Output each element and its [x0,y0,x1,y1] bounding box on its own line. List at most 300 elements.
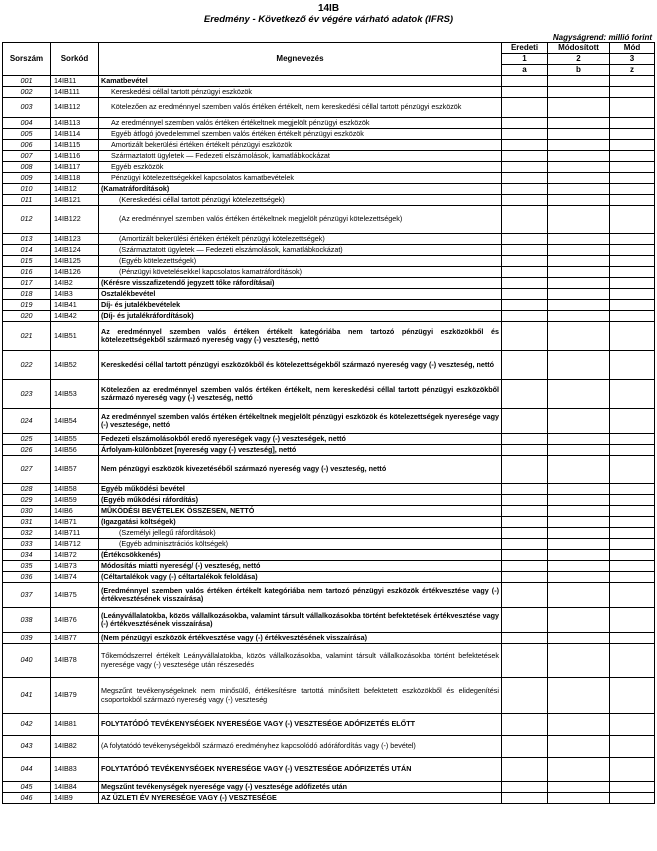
value-cell[interactable] [502,758,548,782]
row-label: Nem pénzügyi eszközök kivezetéséből származó nyereség vagy (-) veszteség, nettó [99,456,502,484]
value-cell[interactable] [502,129,548,140]
value-cell[interactable] [548,98,610,118]
value-cell[interactable] [610,608,655,633]
value-cell[interactable] [610,517,655,528]
header-sorszam: Sorszám [3,43,51,76]
value-cell[interactable] [610,736,655,758]
table-row [3,782,655,793]
value-cell[interactable] [502,506,548,517]
row-label: Pénzügyi kötelezettségekkel kapcsolatos kamatbevételek [99,173,502,184]
value-cell[interactable] [548,234,610,245]
row-code: 14IB118 [51,173,99,184]
row-label: (Egyéb adminisztrációs költségek) [99,539,502,550]
row-number: 026 [3,445,51,456]
value-cell[interactable] [502,782,548,793]
row-label: (Pénzügyi követelésekkel kapcsolatos kamatráfordítások) [99,267,502,278]
row-number: 018 [3,289,51,300]
header-col-num: 2 [548,54,610,65]
value-cell[interactable] [548,140,610,151]
value-cell[interactable] [548,256,610,267]
row-code: 14IB59 [51,495,99,506]
row-label: Kereskedési céllal tartott pénzügyi eszközökből és kötelezettségekből származó nyereség vagy (-) veszteség, nettó [99,351,502,380]
row-number: 002 [3,87,51,98]
row-number: 004 [3,118,51,129]
row-label: Egyéb működési bevétel [99,484,502,495]
table-row [3,151,655,162]
value-cell[interactable] [502,267,548,278]
value-cell[interactable] [502,118,548,129]
table-row [3,162,655,173]
row-label: Az eredménnyel szemben valós értéken értékeltnek megjelölt pénzügyi eszközök [99,118,502,129]
table-body [3,76,655,804]
value-cell[interactable] [610,184,655,195]
row-code: 14IB42 [51,311,99,322]
row-label: Árfolyam-különbözet [nyereség vagy (-) veszteség], nettó [99,445,502,456]
row-code: 14IB116 [51,151,99,162]
value-cell[interactable] [610,539,655,550]
table-row [3,758,655,782]
row-code: 14IB112 [51,98,99,118]
value-cell[interactable] [502,184,548,195]
row-number: 039 [3,633,51,644]
row-code: 14IB11 [51,76,99,87]
value-cell[interactable] [502,583,548,608]
table-row [3,633,655,644]
value-cell[interactable] [548,173,610,184]
row-number: 046 [3,793,51,804]
row-number: 043 [3,736,51,758]
row-number: 008 [3,162,51,173]
value-cell[interactable] [548,736,610,758]
value-cell[interactable] [548,644,610,678]
value-cell[interactable] [502,434,548,445]
value-cell[interactable] [610,434,655,445]
row-code: 14IB53 [51,380,99,409]
row-code: 14IB81 [51,714,99,736]
value-cell[interactable] [502,633,548,644]
unit-label: Nagyságrend: millió forint [552,33,652,42]
table-row [3,572,655,583]
row-number: 035 [3,561,51,572]
table-row [3,644,655,678]
row-label: (Kereskedési céllal tartott pénzügyi kötelezettségek) [99,195,502,206]
table-row [3,484,655,495]
row-number: 034 [3,550,51,561]
value-cell[interactable] [502,289,548,300]
value-cell[interactable] [610,644,655,678]
row-code: 14IB3 [51,289,99,300]
row-label: Amortizált bekerülési értéken értékelt pénzügyi eszközök [99,140,502,151]
row-number: 023 [3,380,51,409]
table-row [3,445,655,456]
value-cell[interactable] [548,495,610,506]
value-cell[interactable] [610,300,655,311]
value-cell[interactable] [610,129,655,140]
value-cell[interactable] [548,528,610,539]
value-cell[interactable] [502,572,548,583]
table-row [3,506,655,517]
row-label: (Kamatráfordítások) [99,184,502,195]
value-cell[interactable] [548,184,610,195]
value-cell[interactable] [548,267,610,278]
value-cell[interactable] [548,118,610,129]
table-row [3,351,655,380]
header-col-num: 3 [610,54,655,65]
row-code: 14IB712 [51,539,99,550]
value-cell[interactable] [548,87,610,98]
row-number: 027 [3,456,51,484]
row-code: 14IB41 [51,300,99,311]
row-code: 14IB111 [51,87,99,98]
value-cell[interactable] [502,409,548,434]
value-cell[interactable] [610,245,655,256]
header-col-letter: a [502,65,548,76]
row-label: (Amortizált bekerülési értéken értékelt pénzügyi kötelezettségek) [99,234,502,245]
value-cell[interactable] [502,495,548,506]
row-code: 14IB115 [51,140,99,151]
row-code: 14IB76 [51,608,99,633]
value-cell[interactable] [610,267,655,278]
table-row [3,98,655,118]
row-code: 14IB72 [51,550,99,561]
value-cell[interactable] [548,456,610,484]
value-cell[interactable] [502,561,548,572]
value-cell[interactable] [502,484,548,495]
value-cell[interactable] [610,445,655,456]
row-label: Megszűnt tevékenységek nyeresége vagy (-) vesztesége adófizetés után [99,782,502,793]
row-number: 033 [3,539,51,550]
row-label: (Céltartalékok vagy (-) céltartalékok feloldása) [99,572,502,583]
header-col-num: 1 [502,54,548,65]
value-cell[interactable] [610,456,655,484]
row-label: (Díj- és jutalékráfordítások) [99,311,502,322]
value-cell[interactable] [548,311,610,322]
row-label: FOLYTATÓDÓ TEVÉKENYSÉGEK NYERESÉGE VAGY (-) VESZTESÉGE ADÓFIZETÉS UTÁN [99,758,502,782]
value-cell[interactable] [502,550,548,561]
value-cell[interactable] [610,561,655,572]
row-label: Díj- és jutalékbevételek [99,300,502,311]
row-number: 009 [3,173,51,184]
value-cell[interactable] [610,550,655,561]
row-code: 14IB54 [51,409,99,434]
value-cell[interactable] [502,195,548,206]
table-row [3,289,655,300]
row-label: Tőkemódszerrel értékelt Leányvállalatokba, közös vállalkozásokba, valamint társult vállalkozásokba történt befektetések nyeresége vagy (-) vesztesége után részesedés [99,644,502,678]
value-cell[interactable] [502,539,548,550]
value-cell[interactable] [548,300,610,311]
value-cell[interactable] [610,782,655,793]
row-label: Osztalékbevétel [99,289,502,300]
table-row [3,583,655,608]
value-cell[interactable] [610,278,655,289]
row-number: 036 [3,572,51,583]
value-cell[interactable] [502,736,548,758]
value-cell[interactable] [610,506,655,517]
value-cell[interactable] [610,495,655,506]
row-code: 14IB124 [51,245,99,256]
value-cell[interactable] [548,714,610,736]
row-number: 038 [3,608,51,633]
row-number: 019 [3,300,51,311]
row-code: 14IB77 [51,633,99,644]
value-cell[interactable] [502,173,548,184]
row-number: 045 [3,782,51,793]
value-cell[interactable] [548,550,610,561]
value-cell[interactable] [610,87,655,98]
header-modositott: Módosított [548,43,610,54]
table-row [3,206,655,234]
table-row [3,495,655,506]
value-cell[interactable] [548,633,610,644]
value-cell[interactable] [502,87,548,98]
table-row [3,300,655,311]
value-cell[interactable] [610,714,655,736]
value-cell[interactable] [548,793,610,804]
value-cell[interactable] [548,151,610,162]
table-row [3,322,655,351]
value-cell[interactable] [502,300,548,311]
value-cell[interactable] [610,140,655,151]
value-cell[interactable] [548,434,610,445]
value-cell[interactable] [548,484,610,495]
row-code: 14IB114 [51,129,99,140]
row-code: 14IB73 [51,561,99,572]
value-cell[interactable] [610,151,655,162]
value-cell[interactable] [610,351,655,380]
value-cell[interactable] [610,583,655,608]
row-number: 001 [3,76,51,87]
row-code: 14IB83 [51,758,99,782]
value-cell[interactable] [548,758,610,782]
row-code: 14IB6 [51,506,99,517]
row-label: Kötelezően az eredménnyel szemben valós értéken értékelt, nem kereskedési céllal tartott pénzügyi eszközök [99,98,502,118]
row-number: 021 [3,322,51,351]
row-label: (Egyéb működési ráfordítás) [99,495,502,506]
row-number: 037 [3,583,51,608]
table-row [3,118,655,129]
table-row [3,173,655,184]
table-row [3,517,655,528]
value-cell[interactable] [548,322,610,351]
table-row [3,129,655,140]
value-cell[interactable] [502,98,548,118]
table-row [3,234,655,245]
row-label: Kamatbevétel [99,76,502,87]
row-number: 040 [3,644,51,678]
row-label: (Értékcsökkenés) [99,550,502,561]
row-code: 14IB58 [51,484,99,495]
value-cell[interactable] [610,633,655,644]
table-row [3,184,655,195]
row-code: 14IB78 [51,644,99,678]
value-cell[interactable] [502,528,548,539]
value-cell[interactable] [548,506,610,517]
value-cell[interactable] [502,162,548,173]
value-cell[interactable] [548,289,610,300]
table-row [3,245,655,256]
value-cell[interactable] [502,322,548,351]
row-number: 031 [3,517,51,528]
row-label: Egyéb átfogó jövedelemmel szemben valós értéken értékelt pénzügyi eszközök [99,129,502,140]
row-number: 041 [3,678,51,714]
row-label: FOLYTATÓDÓ TEVÉKENYSÉGEK NYERESÉGE VAGY (-) VESZTESÉGE ADÓFIZETÉS ELŐTT [99,714,502,736]
row-number: 044 [3,758,51,782]
row-number: 032 [3,528,51,539]
value-cell[interactable] [502,456,548,484]
table-row [3,550,655,561]
value-cell[interactable] [548,517,610,528]
value-cell[interactable] [548,445,610,456]
row-code: 14IB57 [51,456,99,484]
header-eredeti: Eredeti [502,43,548,54]
row-label: Egyéb eszközök [99,162,502,173]
value-cell[interactable] [502,608,548,633]
row-label: Az eredménnyel szemben valós értéken értékeltnek megjelölt pénzügyi eszközök és kötelezettségek nyeresége vagy (-) vesztesége, nettó [99,409,502,434]
value-cell[interactable] [502,76,548,87]
row-label: Megszűnt tevékenységeknek nem minősülő, értékesítésre tartottá minősített befektetett eszközökből és elidegenítési csoportokból származó nyereség vagy (-) veszteség [99,678,502,714]
row-number: 024 [3,409,51,434]
value-cell[interactable] [502,140,548,151]
value-cell[interactable] [548,195,610,206]
table-row [3,434,655,445]
value-cell[interactable] [610,76,655,87]
table-row [3,140,655,151]
value-cell[interactable] [548,380,610,409]
value-cell[interactable] [610,484,655,495]
value-cell[interactable] [548,583,610,608]
value-cell[interactable] [610,678,655,714]
value-cell[interactable] [610,173,655,184]
row-label: Származtatott ügyletek — Fedezeti elszámolások, kamatlábkockázat [99,151,502,162]
row-number: 012 [3,206,51,234]
value-cell[interactable] [610,311,655,322]
value-cell[interactable] [548,129,610,140]
row-number: 007 [3,151,51,162]
row-label: AZ ÜZLETI ÉV NYERESÉGE VAGY (-) VESZTESÉGE [99,793,502,804]
row-label: (Eredménnyel szemben valós értéken értékelt kategóriába nem tartozó pénzügyi eszközök értékvesztése vagy (-) értékvesztésének visszaírása) [99,583,502,608]
value-cell[interactable] [502,644,548,678]
value-cell[interactable] [610,528,655,539]
value-cell[interactable] [610,118,655,129]
row-label: (Egyéb kötelezettségek) [99,256,502,267]
value-cell[interactable] [548,278,610,289]
row-number: 017 [3,278,51,289]
row-number: 005 [3,129,51,140]
row-code: 14IB2 [51,278,99,289]
header-megnevezes: Megnevezés [99,43,502,76]
value-cell[interactable] [610,572,655,583]
value-cell[interactable] [548,572,610,583]
value-cell[interactable] [502,256,548,267]
header-sorkod: Sorkód [51,43,99,76]
value-cell[interactable] [502,206,548,234]
value-cell[interactable] [548,162,610,173]
row-number: 014 [3,245,51,256]
value-cell[interactable] [610,195,655,206]
value-cell[interactable] [548,561,610,572]
value-cell[interactable] [548,76,610,87]
table-row [3,195,655,206]
row-label: (Igazgatási költségek) [99,517,502,528]
table-row [3,380,655,409]
row-code: 14IB56 [51,445,99,456]
row-number: 013 [3,234,51,245]
value-cell[interactable] [610,289,655,300]
form-title: Eredmény - Következő év végére várható adatok (IFRS) [203,14,454,25]
value-cell[interactable] [610,793,655,804]
row-label: Kereskedési céllal tartott pénzügyi eszközök [99,87,502,98]
value-cell[interactable] [548,678,610,714]
value-cell[interactable] [610,234,655,245]
value-cell[interactable] [548,351,610,380]
value-cell[interactable] [502,678,548,714]
value-cell[interactable] [548,539,610,550]
row-code: 14IB55 [51,434,99,445]
row-label: (Származtatott ügyletek — Fedezeti elszámolások, kamatlábkockázat) [99,245,502,256]
row-number: 016 [3,267,51,278]
value-cell[interactable] [548,206,610,234]
value-cell[interactable] [502,311,548,322]
row-label: Módosítás miatti nyereség/ (-) veszteség, nettó [99,561,502,572]
row-label: (A folytatódó tevékenységekből származó eredményhez kapcsolódó adóráfordítás vagy (-) bevétel) [99,736,502,758]
table-row [3,256,655,267]
value-cell[interactable] [610,162,655,173]
value-cell[interactable] [502,517,548,528]
table-row [3,267,655,278]
row-number: 029 [3,495,51,506]
value-cell[interactable] [502,351,548,380]
value-cell[interactable] [548,608,610,633]
row-code: 14IB71 [51,517,99,528]
row-label: Fedezeti elszámolásokból eredő nyereségek vagy (-) veszteségek, nettó [99,434,502,445]
value-cell[interactable] [610,380,655,409]
row-code: 14IB122 [51,206,99,234]
value-cell[interactable] [502,714,548,736]
table-row [3,561,655,572]
table-row [3,539,655,550]
value-cell[interactable] [502,793,548,804]
row-label: (Személyi jellegű ráfordítások) [99,528,502,539]
value-cell[interactable] [548,409,610,434]
value-cell[interactable] [502,151,548,162]
header-mod: Mód [610,43,655,54]
data-table [2,42,655,804]
row-code: 14IB113 [51,118,99,129]
value-cell[interactable] [502,234,548,245]
value-cell[interactable] [610,322,655,351]
row-number: 010 [3,184,51,195]
value-cell[interactable] [610,98,655,118]
value-cell[interactable] [610,206,655,234]
form-id: 14IB [317,3,340,14]
value-cell[interactable] [502,245,548,256]
value-cell[interactable] [610,758,655,782]
value-cell[interactable] [502,445,548,456]
row-label: (Leányvállalatokba, közös vállalkozásokba, valamint társult vállalkozásokba történt befektetések értékvesztése vagy (-) értékvesztésének visszaírása) [99,608,502,633]
row-label: Az eredménnyel szemben valós értéken értékelt kategóriába nem tartozó pénzügyi eszközökből és kötelezettségekből származó nyereség vagy (-) veszteség, nettó [99,322,502,351]
row-number: 011 [3,195,51,206]
table-row [3,76,655,87]
value-cell[interactable] [502,278,548,289]
value-cell[interactable] [610,409,655,434]
value-cell[interactable] [548,782,610,793]
row-label: (Nem pénzügyi eszközök értékvesztése vagy (-) értékvesztésének visszaírása) [99,633,502,644]
value-cell[interactable] [548,245,610,256]
value-cell[interactable] [610,256,655,267]
row-code: 14IB12 [51,184,99,195]
value-cell[interactable] [502,380,548,409]
row-code: 14IB75 [51,583,99,608]
